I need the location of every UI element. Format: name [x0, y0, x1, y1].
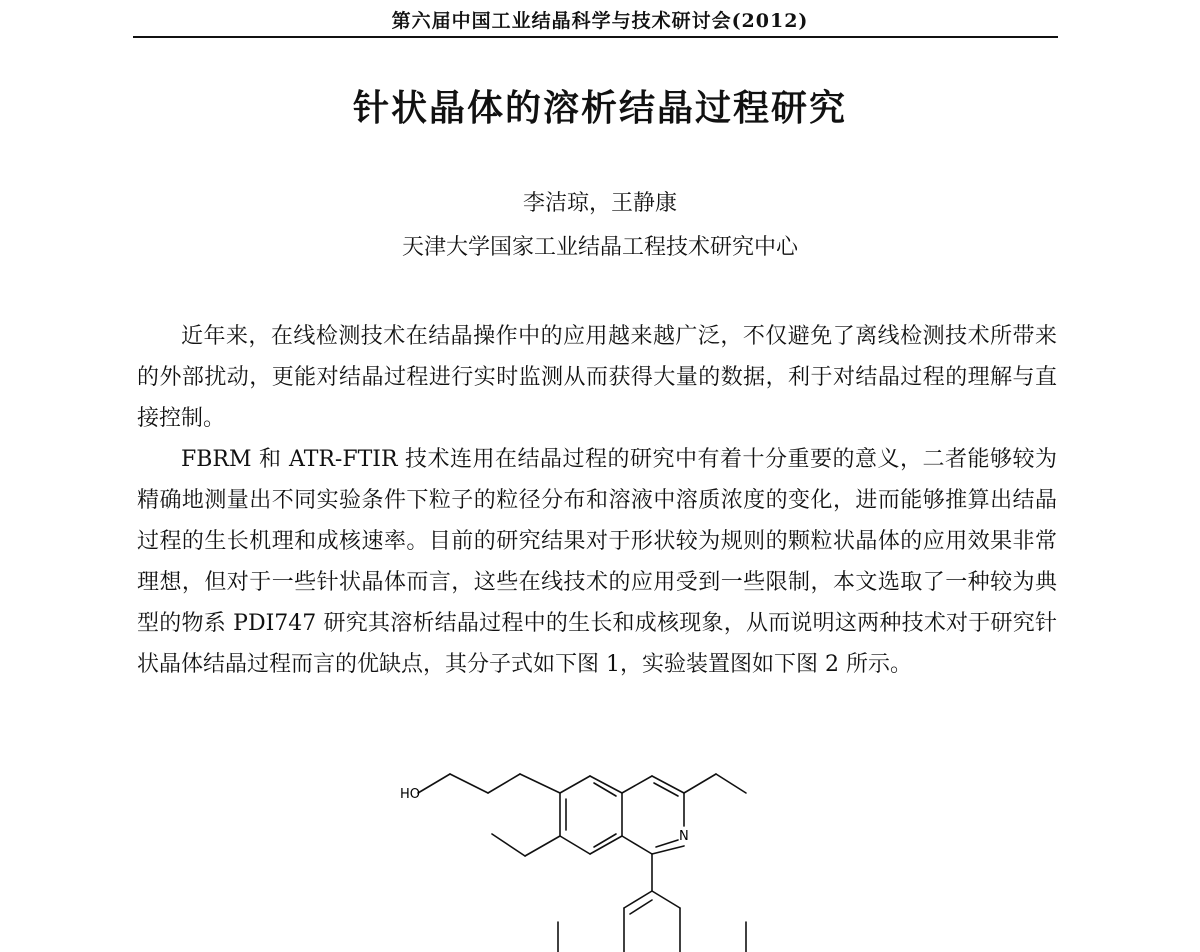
bond: [590, 836, 622, 854]
atom-label-nitrogen: N: [679, 829, 689, 844]
bond: [654, 783, 678, 796]
affiliation: 天津大学国家工业结晶工程技术研究中心: [401, 235, 798, 260]
bond: [656, 840, 678, 847]
bond: [450, 774, 488, 793]
header-rule: [133, 36, 1058, 38]
bond: [520, 774, 560, 793]
running-head: 第六届中国工业结晶科学与技术研讨会(2012): [391, 10, 809, 32]
authors: 李洁琼，王静康: [522, 191, 677, 216]
bond: [525, 836, 560, 856]
bond: [652, 891, 680, 908]
bond: [624, 891, 652, 908]
bond: [622, 836, 652, 854]
bond: [492, 834, 525, 856]
bond: [684, 774, 716, 793]
bond: [622, 776, 652, 793]
bond: [560, 776, 590, 793]
bond: [594, 783, 616, 796]
bond: [716, 774, 746, 793]
bond: [488, 774, 520, 793]
bond: [418, 774, 450, 793]
paragraph-2: FBRM 和 ATR-FTIR 技术连用在结晶过程的研究中有着十分重要的意义，二者能够较为精确地测量出不同实验条件下粒子的粒径分布和溶液中溶质浓度的变化，进而能够推算出结晶过程的生长机理和成核速率。目前的研究结果对于形状较为规则的颗粒状晶体的应用效果非常理想，但对于一些针状晶体而言，这些在线技术的应用受到一些限制，本文选取了一种较为典型的物系 PDI747 研究其溶析结晶过程中的生长和成核现象，从而说明这两种技术对于研究针状晶体结晶过程而言的优缺点，其分子式如下图 1，实验装置图如下图 2 所示。: [137, 447, 1057, 677]
molecular-structure: [380, 756, 800, 952]
paragraph-1: 近年来，在线检测技术在结晶操作中的应用越来越广泛，不仅避免了离线检测技术所带来的外部扰动，更能对结晶过程进行实时监测从而获得大量的数据，利于对结晶过程的理解与直接控制。: [137, 324, 1057, 431]
atom-label-hydroxyl: HO: [400, 787, 421, 802]
body-text: [137, 316, 1057, 685]
paper-title: 针状晶体的溶析结晶过程研究: [352, 87, 847, 129]
molecular-structure-figure: [380, 756, 800, 952]
bond: [560, 836, 590, 854]
